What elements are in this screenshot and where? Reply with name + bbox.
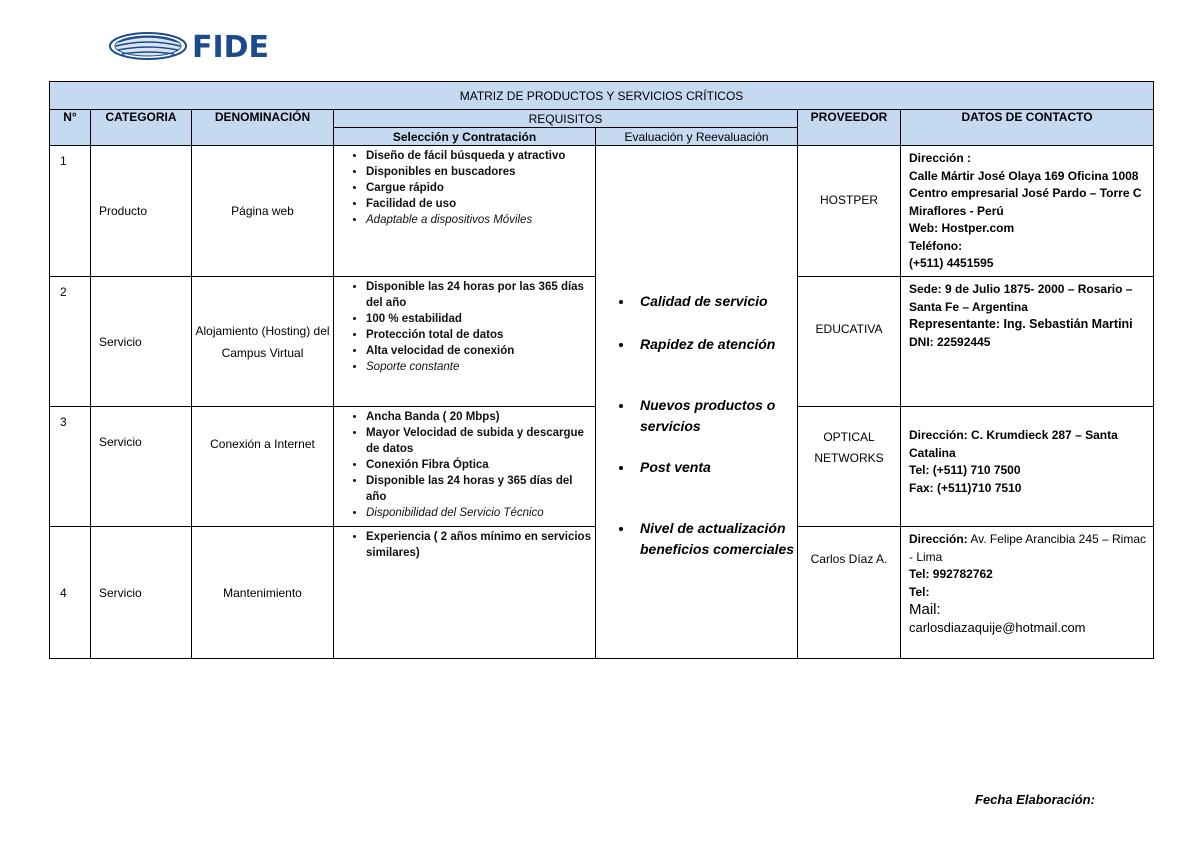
- contacto-line: Tel: (+511) 710 7500: [909, 463, 1021, 477]
- requisito-item: • Alta velocidad de conexión: [366, 343, 595, 359]
- requisito-item: • Disponible las 24 horas y 365 días del año: [366, 473, 595, 505]
- requisito-item: • Cargue rápido: [366, 180, 595, 196]
- header-contacto: DATOS DE CONTACTO: [901, 110, 1154, 146]
- contacto-line: Representante: Ing. Sebastián Martini: [909, 317, 1133, 331]
- header-evaluacion: Evaluación y Reevaluación: [596, 128, 798, 146]
- requisito-item: • Soporte constante: [366, 359, 595, 375]
- contacto-line: [909, 427, 1149, 462]
- requisito-item: • Facilidad de uso: [366, 196, 595, 212]
- header-denominacion: DENOMINACIÓN: [192, 110, 334, 146]
- requisito-item: • Experiencia ( 2 años mínimo en servicios similares): [366, 529, 595, 561]
- contacto-line: DNI: 22592445: [909, 334, 991, 349]
- row-categoria: Servicio: [91, 527, 192, 659]
- row-num: 1: [50, 146, 91, 277]
- header-requisitos: REQUISITOS: [334, 110, 798, 128]
- header-num: N°: [50, 110, 91, 146]
- contacto-line: Teléfono:: [909, 238, 963, 253]
- requisito-item: • 100 % estabilidad: [366, 311, 595, 327]
- contacto-line: Fax: (+511)710 7510: [909, 480, 1022, 495]
- row-contacto: [901, 407, 1154, 527]
- requisito-item: • Diseño de fácil búsqueda y atractivo: [366, 148, 595, 164]
- row-proveedor: Carlos Díaz A.: [798, 527, 901, 659]
- row-requisitos: [334, 407, 596, 527]
- row-requisitos: [334, 527, 596, 659]
- contacto-value: Av. Felipe Arancibia 245 – Rimac - Lima: [909, 532, 1147, 564]
- row-requisitos: [334, 277, 596, 407]
- requisito-item: • Conexión Fibra Óptica: [366, 457, 595, 473]
- contacto-line: Calle Mártir José Olaya 169 Oficina 1008: [909, 168, 1139, 183]
- contacto-line: (+511) 4451595: [909, 256, 994, 270]
- row-categoria: Producto: [91, 146, 192, 277]
- header-proveedor: PROVEEDOR: [798, 110, 901, 146]
- requisito-item: • Mayor Velocidad de subida y descargue de datos: [366, 425, 595, 457]
- row-proveedor: HOSTPER: [798, 146, 901, 277]
- row-num: 2: [50, 277, 91, 407]
- row-contacto: [901, 277, 1154, 407]
- row-requisitos: [334, 146, 596, 277]
- evaluacion-item: • Nuevos productos o servicios: [634, 395, 797, 437]
- table-row: [50, 146, 1154, 277]
- row-num: 3: [50, 407, 91, 527]
- evaluacion-item: • Calidad de servicio: [634, 291, 797, 312]
- requisito-item: • Disponibilidad del Servicio Técnico: [366, 505, 595, 521]
- evaluacion-item: • Nivel de actualización beneficios comerciales: [634, 518, 797, 560]
- contacto-line: Sede: 9 de Julio 1875- 2000 – Rosario – Santa Fe – Argentina: [909, 282, 1133, 314]
- requisito-item: • Adaptable a dispositivos Móviles: [366, 212, 595, 228]
- requisito-item: • Disponible las 24 horas por las 365 días del año: [366, 279, 595, 311]
- fide-globe-icon: [108, 30, 323, 62]
- contacto-line: Mail:: [909, 601, 941, 618]
- row-categoria: Servicio: [91, 277, 192, 407]
- contacto-line: Tel: 992782762: [909, 567, 993, 581]
- evaluacion-cell: [596, 146, 798, 659]
- row-proveedor: EDUCATIVA: [798, 277, 901, 407]
- row-denominacion: Página web: [192, 146, 334, 277]
- row-categoria: Servicio: [91, 407, 192, 527]
- requisito-item: • Ancha Banda ( 20 Mbps): [366, 409, 595, 425]
- requisito-item: • Disponibles en buscadores: [366, 164, 595, 180]
- table-title: MATRIZ DE PRODUCTOS Y SERVICIOS CRÍTICOS: [50, 82, 1154, 110]
- evaluacion-item: • Post venta: [634, 457, 797, 478]
- row-denominacion: Alojamiento (Hosting) del Campus Virtual: [192, 277, 334, 407]
- contacto-line: Tel:: [909, 584, 930, 599]
- fecha-elaboracion: Fecha Elaboración:: [975, 792, 1095, 807]
- requisito-item: • Protección total de datos: [366, 327, 595, 343]
- row-denominacion: Mantenimiento: [192, 527, 334, 659]
- contacto-value: C. Krumdieck 287 – Santa Catalina: [909, 428, 1118, 460]
- header-categoria: CATEGORIA: [91, 110, 192, 146]
- row-proveedor: OPTICAL NETWORKS: [798, 407, 901, 527]
- header-seleccion: Selección y Contratación: [334, 128, 596, 146]
- contacto-line: Web: Hostper.com: [909, 221, 1015, 235]
- contacto-line: carlosdiazaquije@hotmail.com: [909, 619, 1086, 635]
- fide-logo: [108, 30, 323, 62]
- row-contacto: [901, 146, 1154, 277]
- contacto-label: Dirección:: [909, 428, 968, 442]
- contacto-line: Miraflores - Perú: [909, 203, 1004, 218]
- matriz-table: [49, 81, 1154, 659]
- contacto-line: [909, 531, 1149, 566]
- evaluacion-item: • Rapidez de atención: [634, 334, 797, 355]
- row-num: 4: [50, 527, 91, 659]
- row-denominacion: Conexión a Internet: [192, 407, 334, 527]
- contacto-line: Dirección :: [909, 151, 972, 165]
- contacto-label: Dirección:: [909, 532, 968, 546]
- row-contacto: [901, 527, 1154, 659]
- contacto-line: Centro empresarial José Pardo – Torre C: [909, 186, 1142, 200]
- logo-text: FIDE: [192, 30, 270, 62]
